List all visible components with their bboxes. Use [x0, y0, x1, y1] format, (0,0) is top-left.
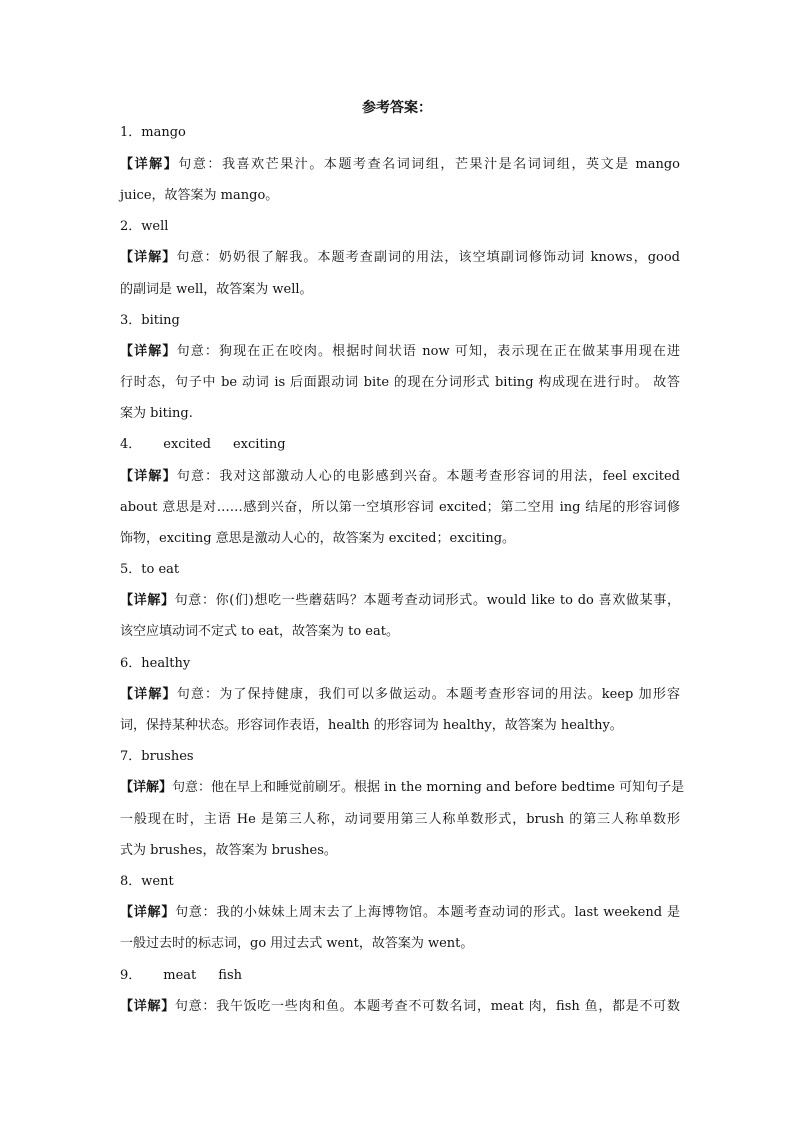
detail-tag: 【详解】	[120, 593, 175, 608]
answer-1: 1．mango	[120, 125, 186, 140]
explanation-7-line-2: 一般现在时，主语 He 是第三人称，动词要用第三人称单数形式，brush 的第三人称单数形	[120, 812, 680, 827]
explanation-7-line-3: 式为 brushes，故答案为 brushes。	[120, 843, 337, 858]
detail-tag: 【详解】	[120, 250, 177, 265]
answer-3: 3．biting	[120, 313, 180, 328]
answer-8: 8．went	[120, 874, 174, 889]
answer-2: 2．well	[120, 219, 169, 234]
explanation-4-line-2: about 意思是对……感到兴奋，所以第一空填形容词 excited；第二空用 ing 结尾的形容词修	[120, 500, 680, 515]
detail-tag: 【详解】	[120, 687, 177, 702]
explanation-8-line-2: 一般过去时的标志词，go 用过去式 went，故答案为 went。	[120, 936, 474, 951]
explanation-3-line-1: 【详解】句意：狗现在正在咬肉。根据时间状语 now 可知，表示现在正在做某事用现在进	[120, 344, 680, 359]
detail-tag: 【详解】	[120, 157, 179, 172]
explanation-4-line-3: 饰物，exciting 意思是激动人心的，故答案为 excited；exciting。	[120, 531, 516, 546]
explanation-4-line-1: 【详解】句意：我对这部激动人心的电影感到兴奋。本题考查形容词的用法，feel excited	[120, 469, 680, 484]
explanation-2-line-2: 的副词是 well，故答案为 well。	[120, 282, 313, 297]
detail-tag: 【详解】	[120, 999, 175, 1014]
answer-9: 9． meat fish	[120, 968, 242, 983]
explanation-7-line-1: 【详解】句意：他在早上和睡觉前刷牙。根据 in the morning and before bedtime 可知句子是	[120, 780, 685, 795]
answer-6: 6．healthy	[120, 656, 191, 671]
detail-tag: 【详解】	[120, 905, 176, 920]
explanation-1-line-2: juice，故答案为 mango。	[120, 188, 279, 203]
explanation-5-line-1: 【详解】句意：你(们)想吃一些蘑菇吗？本题考查动词形式。would like to do 喜欢做某事，	[120, 593, 680, 608]
page-title: 参考答案：	[362, 100, 432, 116]
answer-5: 5．to eat	[120, 562, 180, 577]
explanation-6-line-2: 词，保持某种状态。形容词作表语，health 的形容词为 healthy，故答案为 healthy。	[120, 718, 623, 733]
explanation-1-line-1: 【详解】句意：我喜欢芒果汁。本题考查名词词组，芒果汁是名词词组，英文是 mango	[120, 157, 680, 172]
explanation-9-line-1: 【详解】句意：我午饭吃一些肉和鱼。本题考查不可数名词，meat 肉，fish 鱼，都是不可数	[120, 999, 680, 1014]
explanation-8-line-1: 【详解】句意：我的小妹妹上周末去了上海博物馆。本题考查动词的形式。last weekend 是	[120, 905, 680, 920]
explanation-2-line-1: 【详解】句意：奶奶很了解我。本题考查副词的用法，该空填副词修饰动词 knows，good	[120, 250, 680, 265]
explanation-5-line-2: 该空应填动词不定式 to eat，故答案为 to eat。	[120, 624, 399, 639]
explanation-6-line-1: 【详解】句意：为了保持健康，我们可以多做运动。本题考查形容词的用法。keep 加形容	[120, 687, 680, 702]
detail-tag: 【详解】	[120, 780, 173, 795]
answer-7: 7．brushes	[120, 749, 194, 764]
detail-tag: 【详解】	[120, 469, 177, 484]
explanation-3-line-3: 案为 biting.	[120, 406, 193, 421]
detail-tag: 【详解】	[120, 344, 177, 359]
explanation-3-line-2: 行时态，句子中 be 动词 is 后面跟动词 bite 的现在分词形式 biting 构成现在进行时。 故答	[120, 375, 680, 390]
answer-4: 4． excited exciting	[120, 437, 286, 452]
